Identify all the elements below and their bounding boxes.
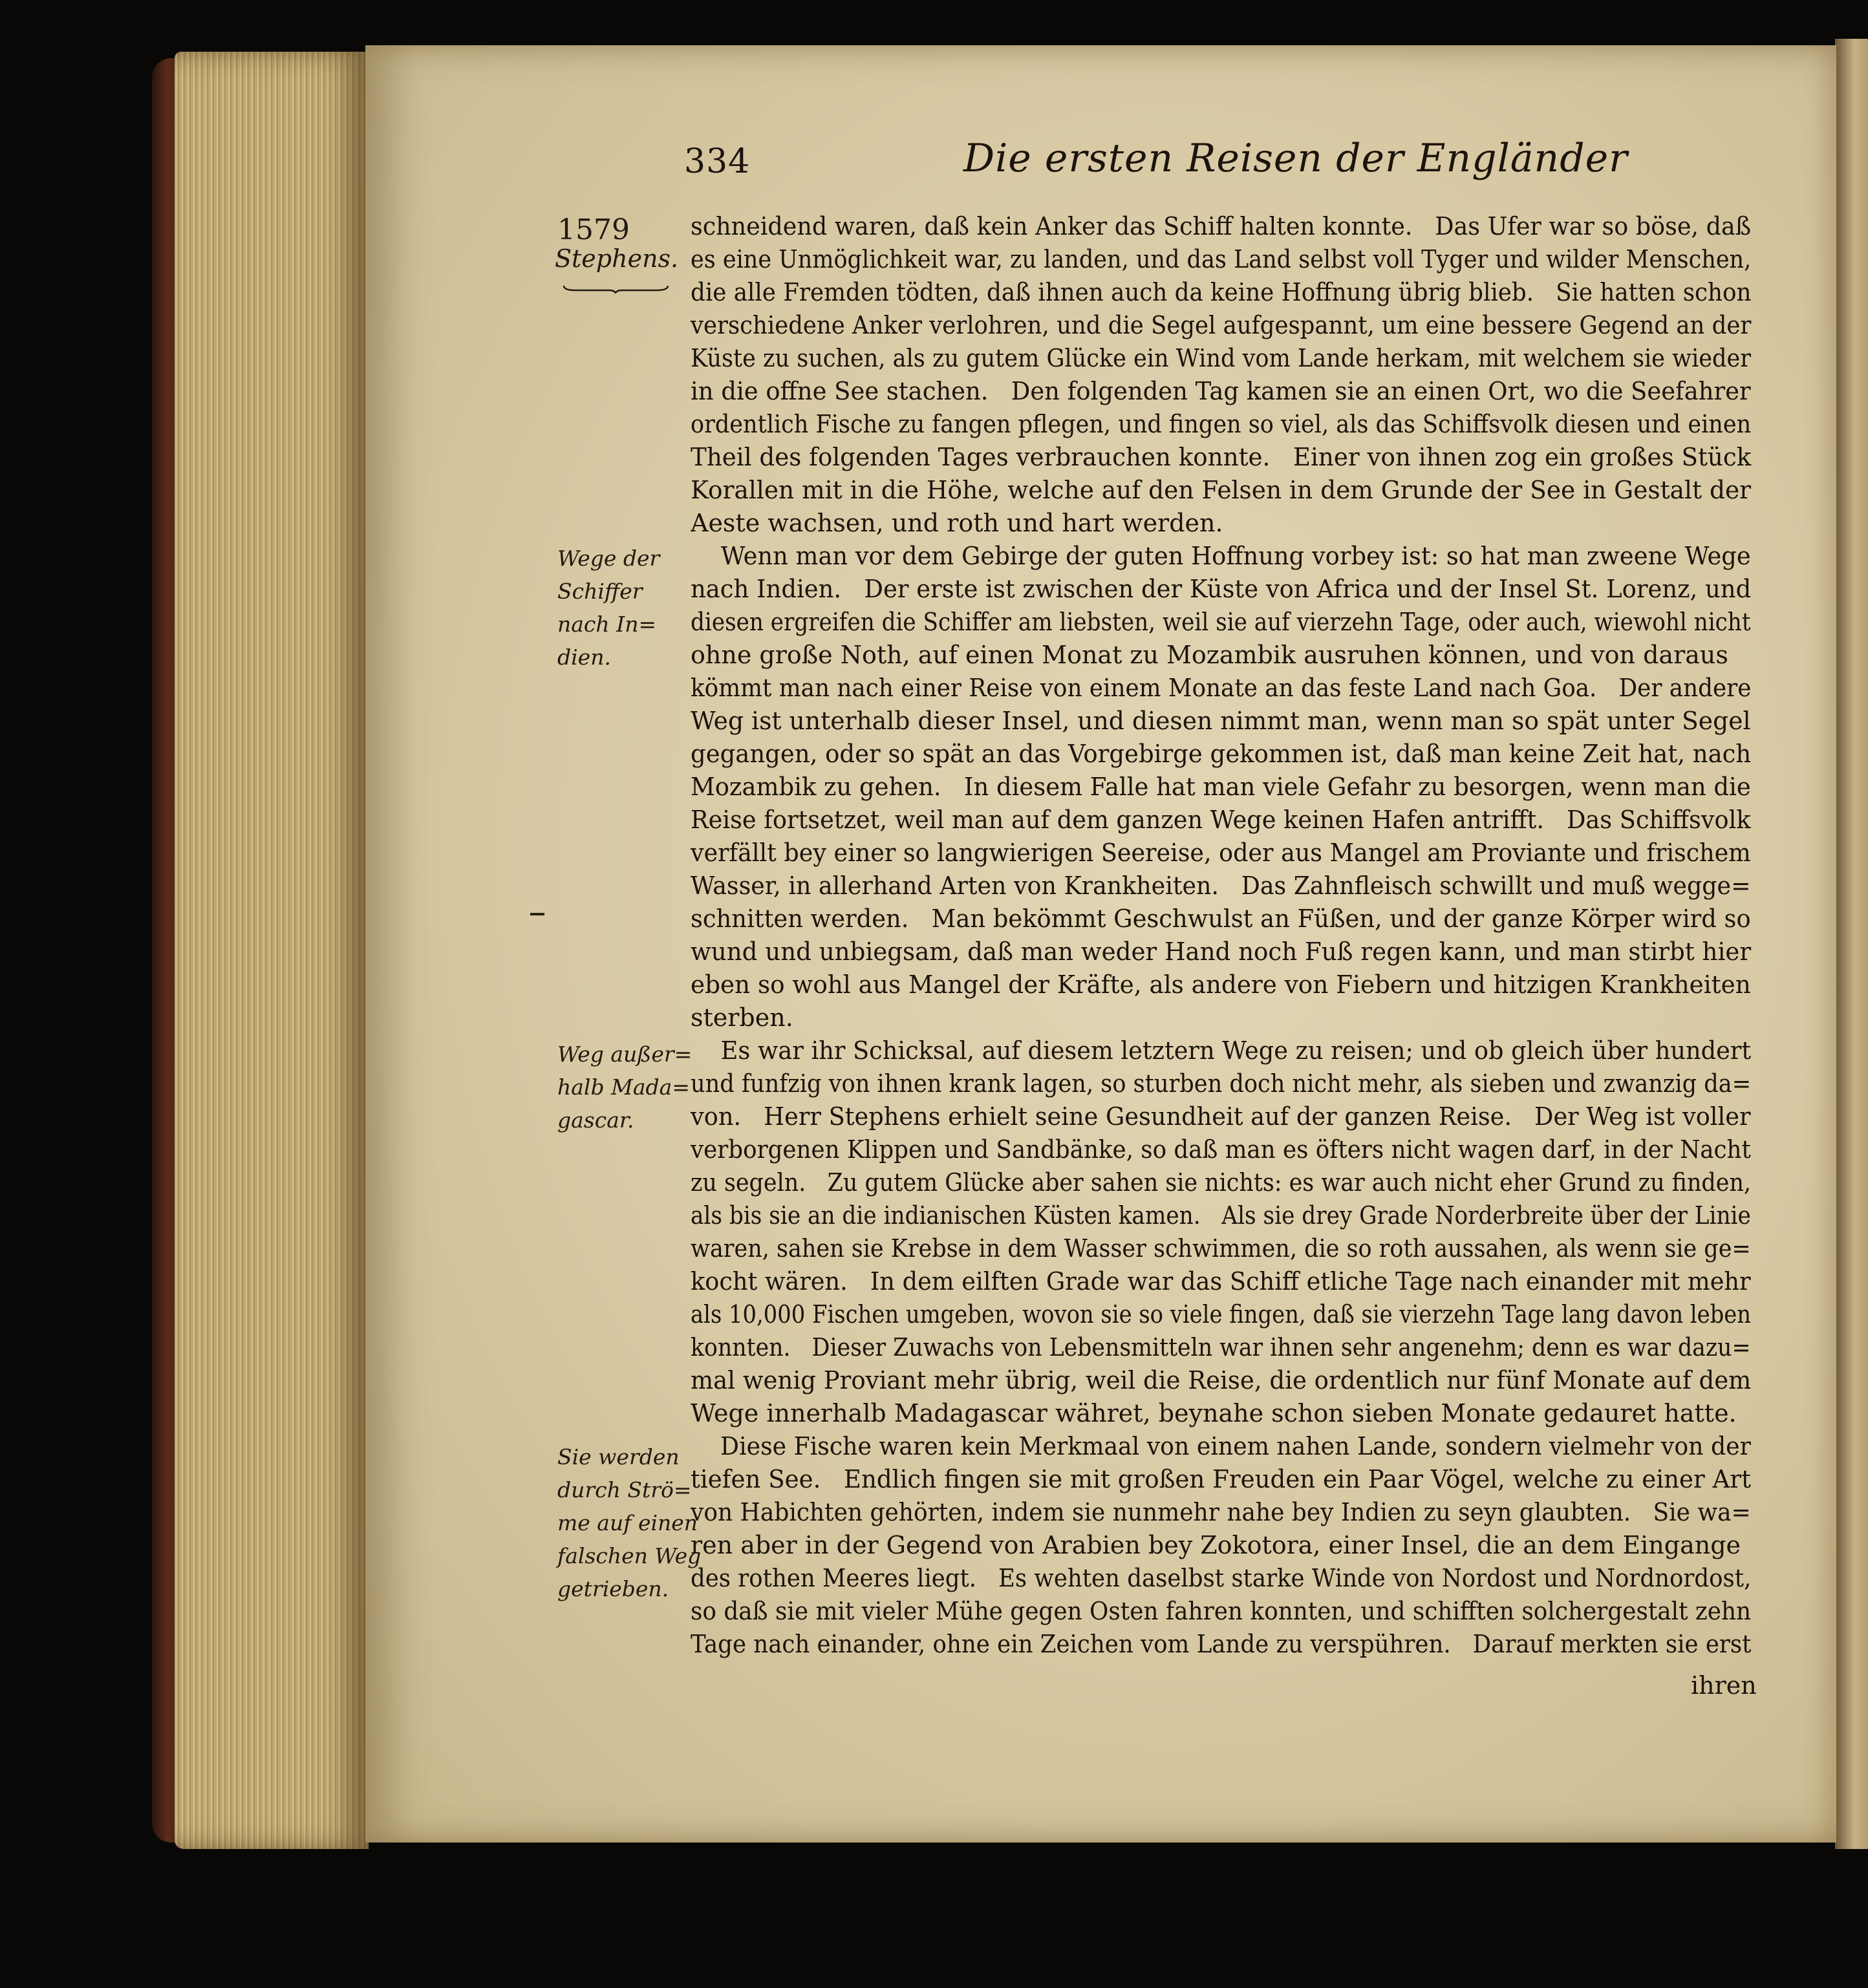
text-line: konnten. Dieser Zuwachs von Lebensmitteln war ihnen sehr angenehm; denn es war dazu= <box>691 1333 1751 1362</box>
margin-note-line: Sie werden <box>557 1444 680 1470</box>
text-line: verschiedene Anker verlohren, und die Segel aufgespannt, um eine bessere Gegend an der <box>691 311 1752 339</box>
text-line: ren aber in der Gegend von Arabien bey Zokotora, einer Insel, die an dem Eingange <box>691 1531 1741 1559</box>
text-line: Es war ihr Schicksal, auf diesem letztern Wege zu reisen; und ob gleich über hundert <box>691 1036 1752 1065</box>
text-line: es eine Unmöglichkeit war, zu landen, und das Land selbst voll Tyger und wilder Menschen, <box>691 245 1752 273</box>
text-line: tiefen See. Endlich fingen sie mit großen Freuden ein Paar Vögel, welche zu einer Art <box>691 1465 1752 1493</box>
text-line: Mozambik zu gehen. In diesem Falle hat man viele Gefahr zu besorgen, wenn man die <box>691 773 1751 801</box>
margin-dash <box>530 913 544 915</box>
text-line: kömmt man nach einer Reise von einem Monate an das feste Land nach Goa. Der andere <box>691 674 1752 702</box>
text-line: eben so wohl aus Mangel der Kräfte, als andere von Fiebern und hitzigen Krankheiten <box>691 970 1751 999</box>
margin-note-line: Wege der <box>557 546 660 571</box>
text-line: diesen ergreifen die Schiffer am liebsten, weil sie auf vierzehn Tage, oder auch, wiewohl nicht <box>691 608 1751 636</box>
margin-bracket-icon <box>563 284 669 294</box>
text-line: Weg ist unterhalb dieser Insel, und diesen nimmt man, wenn man so spät unter Segel <box>691 707 1751 735</box>
margin-note-line: falschen Weg <box>557 1543 702 1568</box>
text-line: kocht wären. In dem eilften Grade war das Schiff etliche Tage nach einander mit mehr <box>691 1267 1751 1296</box>
margin-note-line: Weg außer= <box>557 1042 692 1067</box>
text-line: Aeste wachsen, und roth und hart werden. <box>691 509 1223 537</box>
facing-page-edge <box>1835 39 1868 1849</box>
text-line: des rothen Meeres liegt. Es wehten daselbst starke Winde von Nordost und Nordnordost, <box>691 1564 1752 1592</box>
text-line: als 10,000 Fischen umgeben, wovon sie so viele fingen, daß sie vierzehn Tage lang davon leben <box>691 1300 1752 1329</box>
text-line <box>691 1661 1751 1694</box>
page-edges <box>175 52 369 1849</box>
text-line: ohne große Noth, auf einen Monat zu Mozambik ausruhen können, und von daraus <box>691 641 1728 669</box>
text-line: mal wenig Proviant mehr übrig, weil die Reise, die ordentlich nur fünf Monate auf dem <box>691 1366 1752 1395</box>
page-number: 334 <box>684 142 751 181</box>
body-text <box>691 210 1751 1694</box>
text-line: sterben. <box>691 1003 793 1032</box>
text-line: und funfzig von ihnen krank lagen, so sturben doch nicht mehr, als sieben und zwanzig da= <box>691 1069 1752 1098</box>
running-head: Die ersten Reisen der Engländer <box>963 136 1628 181</box>
text-line: als bis sie an die indianischen Küsten kamen. Als sie drey Grade Norderbreite über der Linie <box>691 1201 1751 1230</box>
text-line: schneidend waren, daß kein Anker das Schiff halten konnte. Das Ufer war so böse, daß <box>691 212 1752 240</box>
margin-note-stroeme <box>557 1440 702 1605</box>
margin-note-line: nach In= <box>557 612 657 637</box>
margin-note-line: halb Mada= <box>557 1074 691 1100</box>
text-line: so daß sie mit vieler Mühe gegen Osten fahren konnten, und schifften solchergestalt zehn <box>691 1597 1752 1625</box>
margin-note-line: durch Strö= <box>557 1477 692 1502</box>
text-line: verfällt bey einer so langwierigen Seereise, oder aus Mangel am Proviante und frischem <box>691 839 1751 867</box>
text-line: Wege innerhalb Madagascar währet, beynahe schon sieben Monate gedauret hatte. <box>691 1399 1737 1427</box>
margin-note-line: Schiffer <box>557 579 643 604</box>
text-line: Tage nach einander, ohne ein Zeichen vom Lande zu verspühren. Darauf merkten sie erst <box>691 1630 1752 1658</box>
margin-note-wege <box>557 542 693 674</box>
text-line: verborgenen Klippen und Sandbänke, so daß man es öfters nicht wagen darf, in der Nacht <box>691 1135 1751 1164</box>
margin-note-line: gascar. <box>557 1107 634 1133</box>
text-line: Wasser, in allerhand Arten von Krankheiten. Das Zahnfleisch schwillt und muß wegge= <box>691 871 1751 900</box>
text-line: Korallen mit in die Höhe, welche auf den Felsen in dem Grunde der See in Gestalt der <box>691 476 1752 504</box>
text-line: in die offne See stachen. Den folgenden Tag kamen sie an einen Ort, wo die Seefahrer <box>691 377 1751 405</box>
text-line: die alle Fremden tödten, daß ihnen auch da keine Hoffnung übrig blieb. Sie hatten schon <box>691 278 1752 306</box>
margin-name: Stephens. <box>555 244 679 273</box>
margin-note-line: me auf einen <box>557 1510 698 1535</box>
text-line: ordentlich Fische zu fangen pflegen, und fingen so viel, als das Schiffsvolk diesen und einen <box>691 410 1752 438</box>
text-line: von Habichten gehörten, indem sie nunmehr nahe bey Indien zu seyn glaubten. Sie wa= <box>691 1498 1751 1526</box>
text-line: waren, sahen sie Krebse in dem Wasser schwimmen, die so roth aussahen, als wenn sie ge= <box>691 1234 1751 1263</box>
text-line: Reise fortsetzet, weil man auf dem ganzen Wege keinen Hafen antrifft. Das Schiffsvolk <box>691 806 1751 834</box>
text-line: gegangen, oder so spät an das Vorgebirge gekommen ist, daß man keine Zeit hat, nach <box>691 740 1752 768</box>
text-line: Wenn man vor dem Gebirge der guten Hoffnung vorbey ist: so hat man zweene Wege <box>691 542 1751 570</box>
margin-year: 1579 <box>557 213 630 246</box>
text-line: nach Indien. Der erste ist zwischen der Küste von Africa und der Insel St. Lorenz, und <box>691 575 1752 603</box>
text-line: Küste zu suchen, als zu gutem Glücke ein Wind vom Lande herkam, mit welchem sie wieder <box>691 344 1752 372</box>
catchword: ihren <box>1691 1671 1757 1700</box>
margin-note-line: dien. <box>557 645 611 670</box>
text-line: wund und unbiegsam, daß man weder Hand noch Fuß regen kann, und man stirbt hier <box>691 937 1752 966</box>
margin-note-line: getrieben. <box>557 1576 669 1601</box>
text-line: von. Herr Stephens erhielt seine Gesundheit auf der ganzen Reise. Der Weg ist voller <box>691 1102 1751 1131</box>
margin-note-madagascar <box>557 1038 693 1137</box>
text-line: schnitten werden. Man bekömmt Geschwulst an Füßen, und der ganze Körper wird so <box>691 904 1751 933</box>
text-line: zu segeln. Zu gutem Glücke aber sahen sie nichts: es war auch nicht eher Grund zu finden, <box>691 1168 1752 1197</box>
text-line: Diese Fische waren kein Merkmaal von einem nahen Lande, sondern vielmehr von der <box>691 1432 1751 1460</box>
text-line: Theil des folgenden Tages verbrauchen konnte. Einer von ihnen zog ein großes Stück <box>691 443 1752 471</box>
